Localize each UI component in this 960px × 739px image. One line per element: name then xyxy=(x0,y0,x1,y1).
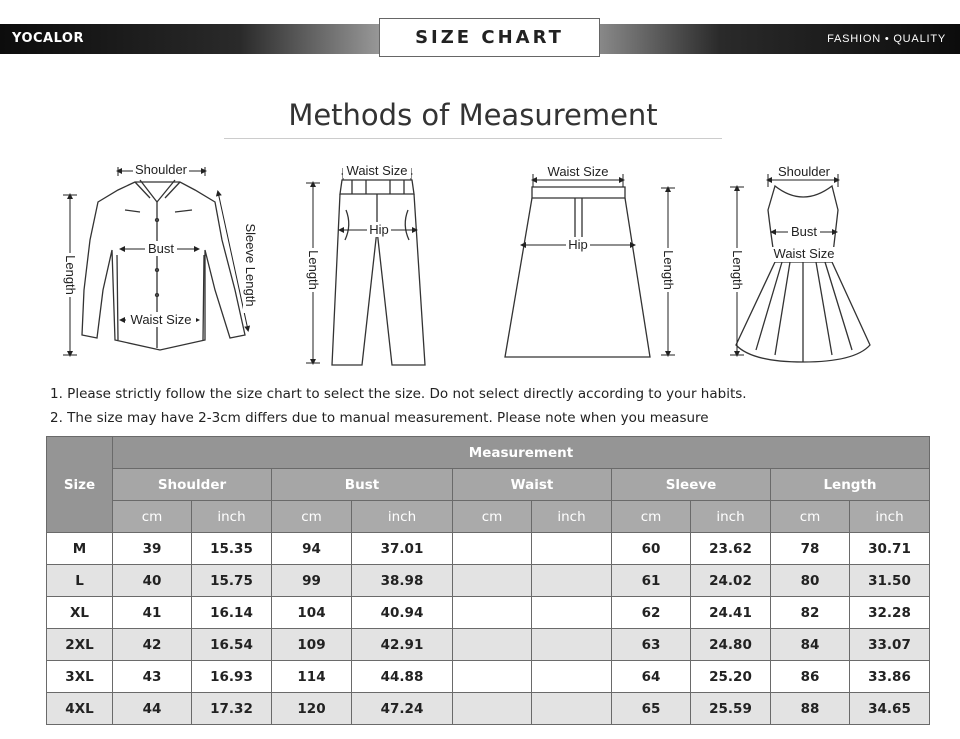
value-cell: 47.24 xyxy=(352,693,453,725)
skirt-hip-label: Hip xyxy=(568,237,588,252)
value-cell xyxy=(532,597,612,629)
dress-waist-label: Waist Size xyxy=(773,246,835,261)
table-row xyxy=(47,661,930,693)
size-cell: M xyxy=(47,533,113,565)
value-cell: 30.71 xyxy=(850,533,930,565)
size-cell: 4XL xyxy=(47,693,113,725)
value-cell: 15.35 xyxy=(192,533,272,565)
value-cell: 23.62 xyxy=(691,533,771,565)
dress-measure-lines xyxy=(730,174,838,355)
value-cell xyxy=(453,597,532,629)
value-cell: 24.80 xyxy=(691,629,771,661)
value-cell: 109 xyxy=(272,629,352,661)
value-cell: 78 xyxy=(771,533,850,565)
value-cell: 41 xyxy=(113,597,192,629)
value-cell xyxy=(453,693,532,725)
garment-illustrations xyxy=(0,150,960,380)
value-cell: 80 xyxy=(771,565,850,597)
unit-header: inch xyxy=(691,501,771,533)
dress-bust-label: Bust xyxy=(790,224,818,239)
size-cell: L xyxy=(47,565,113,597)
skirt-waist-label: Waist Size xyxy=(547,164,609,179)
value-cell: 40 xyxy=(113,565,192,597)
value-cell: 84 xyxy=(771,629,850,661)
value-cell: 65 xyxy=(612,693,691,725)
value-cell: 24.41 xyxy=(691,597,771,629)
unit-header: inch xyxy=(850,501,930,533)
value-cell: 63 xyxy=(612,629,691,661)
table-row xyxy=(47,693,930,725)
tagline: FASHION • QUALITY xyxy=(827,33,946,45)
skirt-icon xyxy=(505,187,650,357)
shirt-bust-label: Bust xyxy=(147,241,175,256)
value-cell: 99 xyxy=(272,565,352,597)
table-row xyxy=(47,597,930,629)
pants-hip-label: Hip xyxy=(369,222,389,237)
value-cell: 31.50 xyxy=(850,565,930,597)
value-cell: 94 xyxy=(272,533,352,565)
size-cell: 2XL xyxy=(47,629,113,661)
value-cell: 34.65 xyxy=(850,693,930,725)
value-cell: 32.28 xyxy=(850,597,930,629)
skirt-length-label: Length xyxy=(661,250,676,290)
value-cell xyxy=(453,565,532,597)
value-cell: 24.02 xyxy=(691,565,771,597)
value-cell: 88 xyxy=(771,693,850,725)
shirt-length-label: Length xyxy=(63,255,78,295)
value-cell: 120 xyxy=(272,693,352,725)
value-cell: 16.54 xyxy=(192,629,272,661)
page-title: SIZE CHART xyxy=(379,18,600,57)
value-cell: 33.07 xyxy=(850,629,930,661)
group-header-waist: Waist xyxy=(453,469,612,501)
dress-icon xyxy=(736,186,870,362)
group-header-length: Length xyxy=(771,469,930,501)
unit-header: cm xyxy=(453,501,532,533)
group-header-sleeve: Sleeve xyxy=(612,469,771,501)
value-cell xyxy=(453,533,532,565)
value-cell: 25.20 xyxy=(691,661,771,693)
value-cell: 37.01 xyxy=(352,533,453,565)
value-cell xyxy=(532,661,612,693)
table-row xyxy=(47,533,930,565)
value-cell xyxy=(453,629,532,661)
value-cell: 43 xyxy=(113,661,192,693)
value-cell: 82 xyxy=(771,597,850,629)
value-cell: 62 xyxy=(612,597,691,629)
value-cell xyxy=(532,565,612,597)
value-cell xyxy=(532,533,612,565)
value-cell: 86 xyxy=(771,661,850,693)
table-body xyxy=(47,533,930,725)
group-header-shoulder: Shoulder xyxy=(113,469,272,501)
unit-header: cm xyxy=(612,501,691,533)
unit-header: inch xyxy=(192,501,272,533)
value-cell xyxy=(532,693,612,725)
table-row xyxy=(47,565,930,597)
value-cell: 44 xyxy=(113,693,192,725)
shirt-sleeve-label: Sleeve Length xyxy=(243,223,258,307)
value-cell: 61 xyxy=(612,565,691,597)
note-2: 2. The size may have 2-3cm differs due to manual measurement. Please note when you measure xyxy=(50,410,709,426)
pants-icon xyxy=(332,180,425,365)
value-cell: 33.86 xyxy=(850,661,930,693)
value-cell: 114 xyxy=(272,661,352,693)
measurement-header: Measurement xyxy=(113,437,930,469)
value-cell xyxy=(453,661,532,693)
brand-logo: YOCALOR xyxy=(12,31,84,46)
value-cell: 44.88 xyxy=(352,661,453,693)
unit-header: cm xyxy=(771,501,850,533)
group-header-bust: Bust xyxy=(272,469,453,501)
pants-measure-lines xyxy=(306,168,416,363)
measurement-diagrams xyxy=(0,150,960,380)
table-row xyxy=(47,629,930,661)
shirt-waist-label: Waist Size xyxy=(130,312,192,327)
pants-length-label: Length xyxy=(306,250,321,290)
value-cell: 40.94 xyxy=(352,597,453,629)
value-cell: 16.93 xyxy=(192,661,272,693)
size-header: Size xyxy=(47,437,113,533)
divider xyxy=(224,138,722,139)
value-cell: 25.59 xyxy=(691,693,771,725)
value-cell: 17.32 xyxy=(192,693,272,725)
dress-shoulder-label: Shoulder xyxy=(777,164,831,179)
unit-header: inch xyxy=(532,501,612,533)
size-cell: 3XL xyxy=(47,661,113,693)
value-cell: 42.91 xyxy=(352,629,453,661)
value-cell: 39 xyxy=(113,533,192,565)
value-cell: 64 xyxy=(612,661,691,693)
value-cell: 15.75 xyxy=(192,565,272,597)
note-1: 1. Please strictly follow the size chart to select the size. Do not select directly according to your habits. xyxy=(50,386,747,402)
dress-length-label: Length xyxy=(730,250,745,290)
value-cell: 42 xyxy=(113,629,192,661)
size-table xyxy=(46,436,930,725)
value-cell: 38.98 xyxy=(352,565,453,597)
pants-waist-label: Waist Size xyxy=(346,163,408,178)
unit-header: cm xyxy=(272,501,352,533)
unit-header: cm xyxy=(113,501,192,533)
shirt-shoulder-label: Shoulder xyxy=(134,162,188,177)
value-cell xyxy=(532,629,612,661)
value-cell: 16.14 xyxy=(192,597,272,629)
value-cell: 104 xyxy=(272,597,352,629)
methods-title: Methods of Measurement xyxy=(288,98,658,132)
value-cell: 60 xyxy=(612,533,691,565)
size-cell: XL xyxy=(47,597,113,629)
skirt-measure-lines xyxy=(522,174,675,355)
unit-header: inch xyxy=(352,501,453,533)
